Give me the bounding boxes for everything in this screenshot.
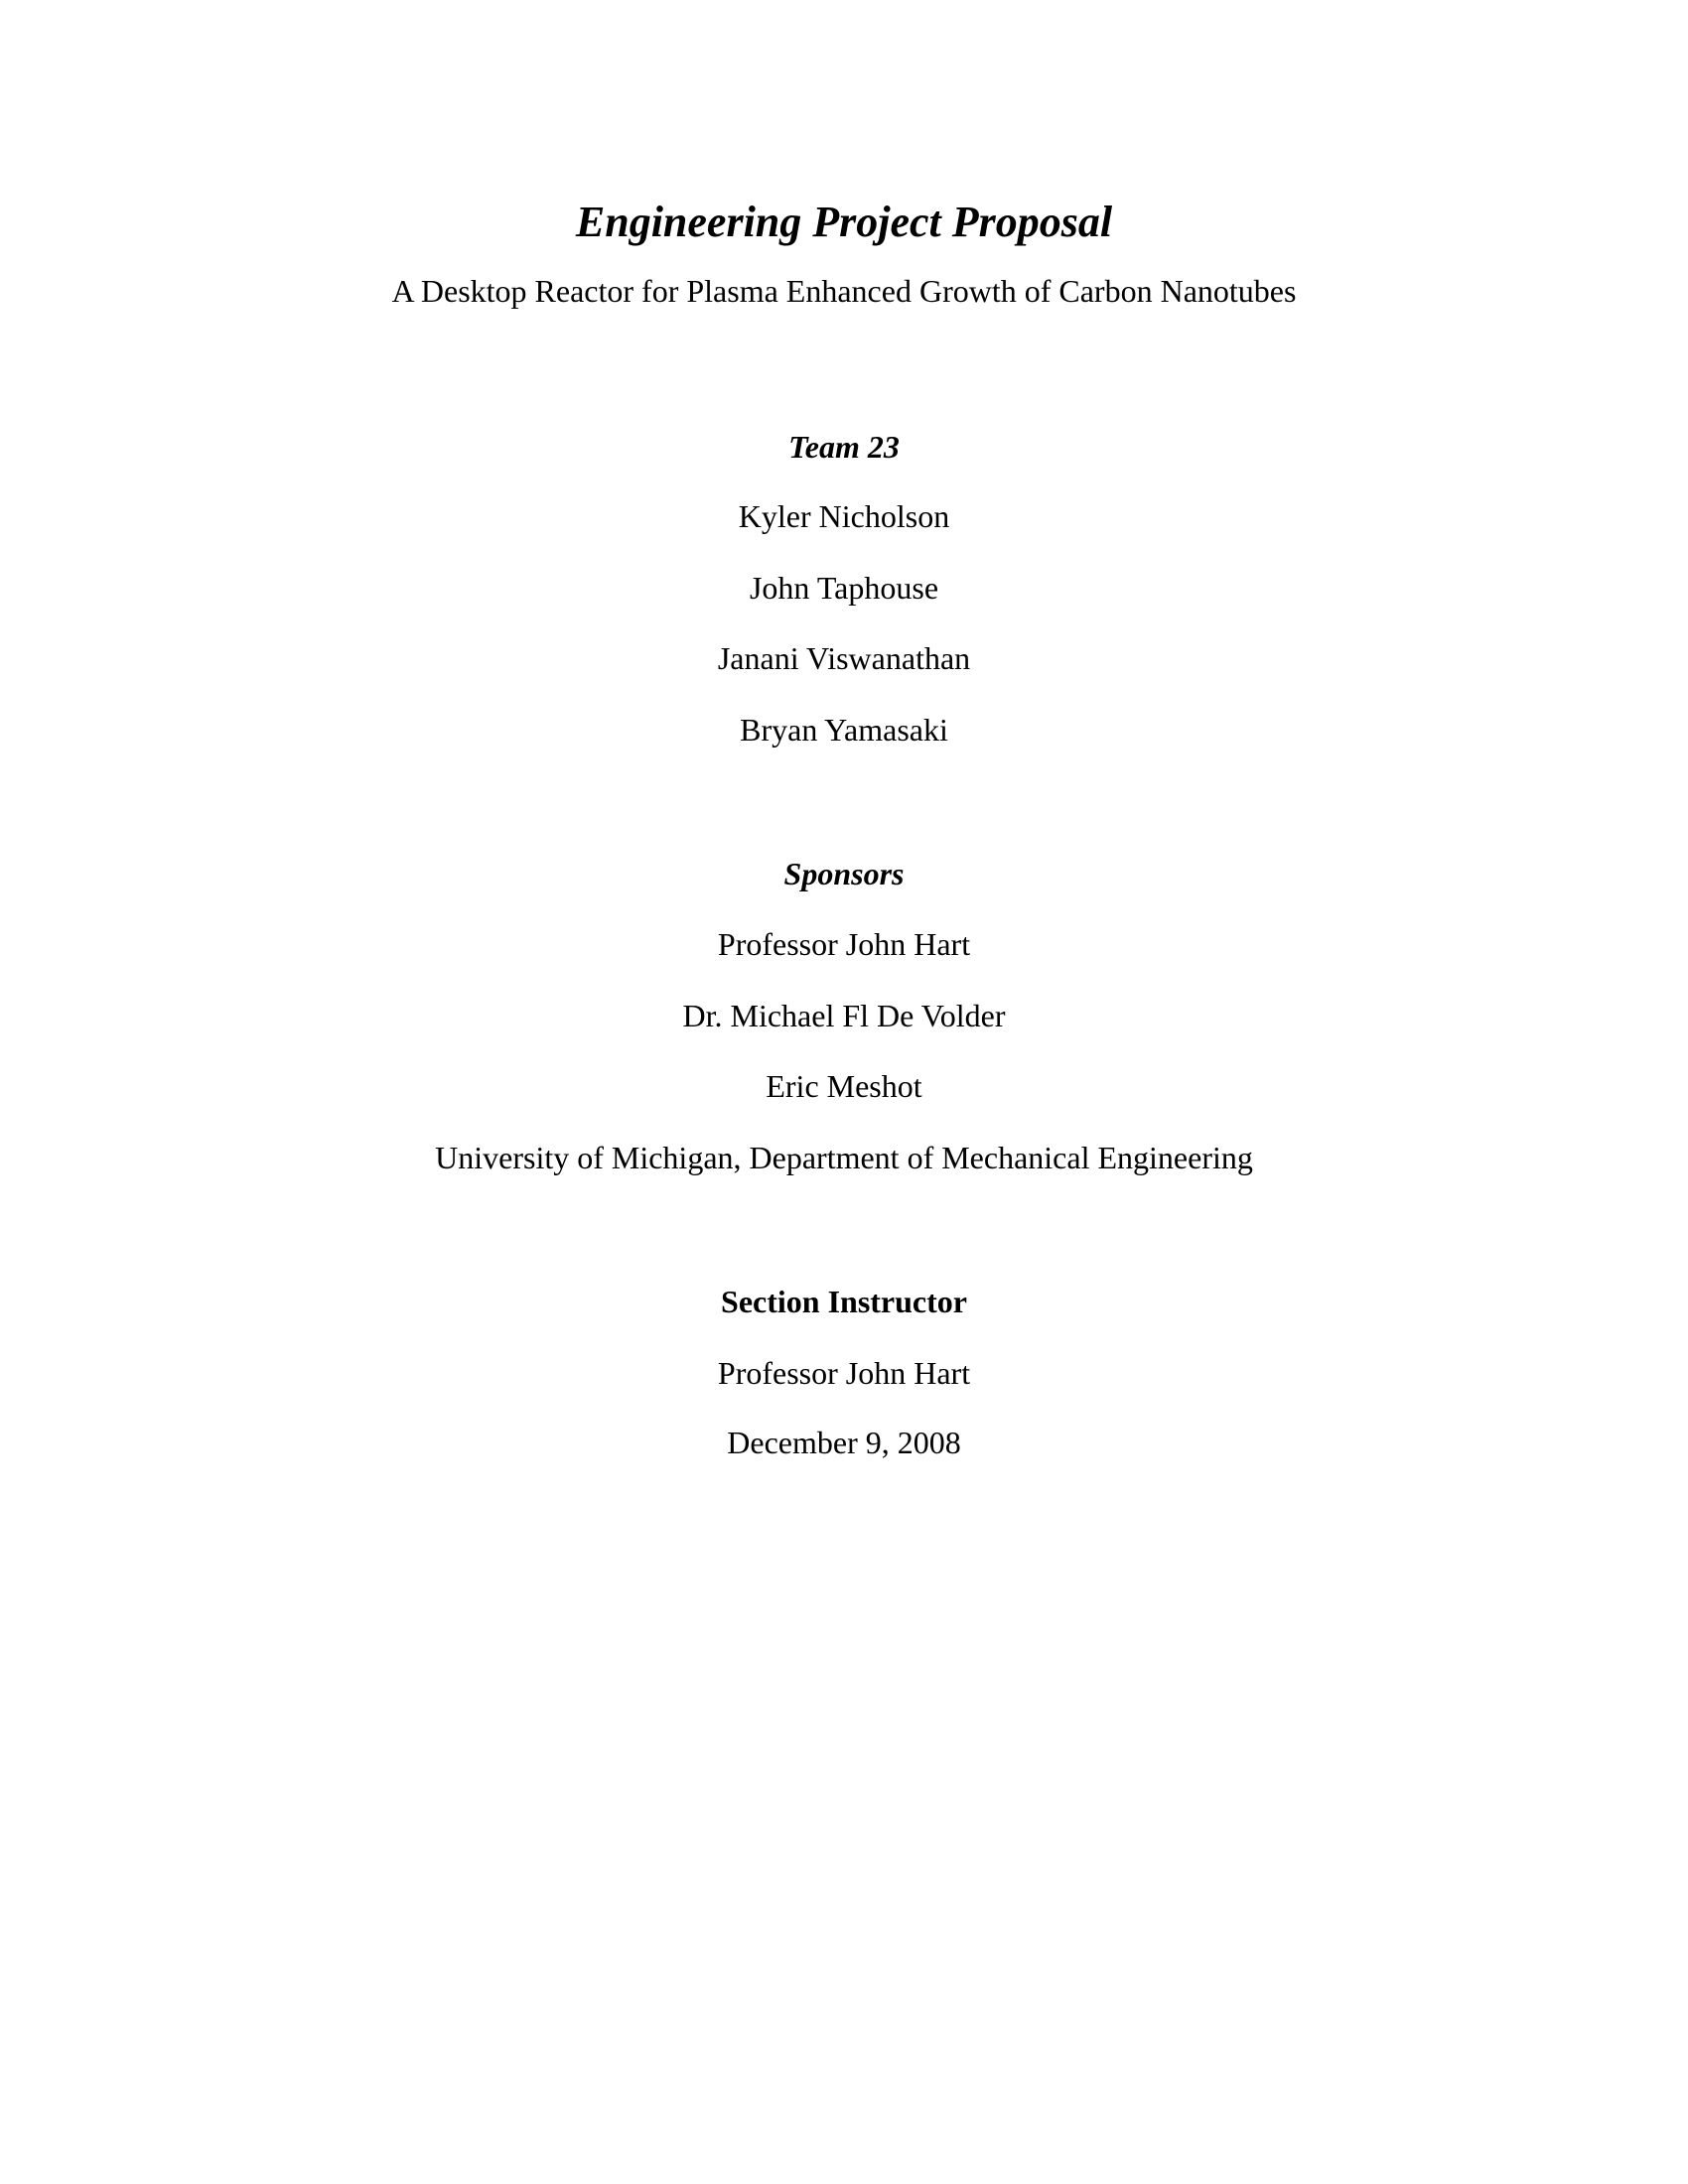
team-member: Bryan Yamasaki	[740, 712, 948, 748]
instructor-heading: Section Instructor	[721, 1284, 967, 1319]
sponsor-name: Eric Meshot	[766, 1068, 922, 1104]
sponsors-heading: Sponsors	[783, 856, 905, 891]
sponsor-name: Professor John Hart	[717, 926, 971, 962]
team-heading: Team 23	[788, 429, 900, 465]
team-member: Janani Viswanathan	[717, 640, 971, 676]
instructor-name: Professor John Hart	[717, 1355, 971, 1391]
document-date: December 9, 2008	[727, 1425, 961, 1460]
document-subtitle: A Desktop Reactor for Plasma Enhanced Growth of Carbon Nanotubes	[391, 273, 1297, 309]
team-member: Kyler Nicholson	[738, 498, 950, 534]
sponsor-name: Dr. Michael Fl De Volder	[682, 998, 1006, 1033]
document-title: Engineering Project Proposal	[575, 198, 1113, 246]
sponsor-affiliation: University of Michigan, Department of Mechanical Engineering	[435, 1140, 1253, 1175]
team-member: John Taphouse	[749, 570, 939, 606]
